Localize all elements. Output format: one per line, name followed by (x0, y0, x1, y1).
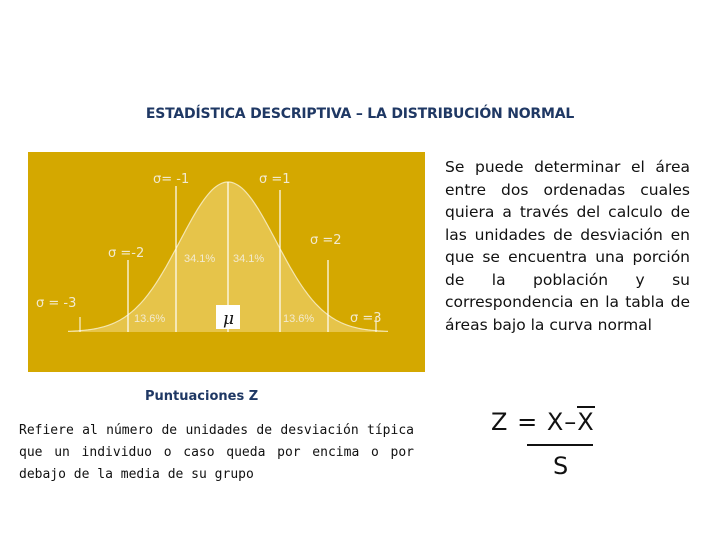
sigma-label-minus-3: σ = -3 (36, 296, 77, 311)
formula-minus: – (564, 408, 578, 436)
z-score-definition-text: Refiere al número de unidades de desviación típica que un individuo o caso queda por encima o por debajo de la media de su grupo (19, 423, 414, 482)
formula-fraction-bar (527, 444, 593, 446)
formula-equals: = (517, 408, 539, 436)
formula-denominator: S (553, 452, 569, 480)
normal-distribution-diagram (28, 152, 425, 372)
formula-z: Z (491, 408, 509, 436)
formula-numerator (491, 408, 595, 436)
formula-x-bar: X (577, 408, 595, 436)
sigma-label-plus-1: σ =1 (259, 172, 291, 187)
percent-label-right-inner: 34.1% (233, 253, 265, 265)
percent-label-left-outer: 13.6% (134, 313, 166, 325)
sigma-label-minus-1: σ= -1 (153, 172, 190, 187)
sigma-label-minus-2: σ =-2 (108, 246, 145, 261)
percent-label-right-outer: 13.6% (283, 313, 315, 325)
page-title: ESTADÍSTICA DESCRIPTIVA – LA DISTRIBUCIÓN NORMAL (145, 106, 575, 122)
percent-label-left-inner: 34.1% (184, 253, 216, 265)
sigma-label-plus-3: σ =3 (350, 311, 382, 326)
normal-curve-svg (28, 152, 425, 372)
formula-x: X (546, 408, 565, 436)
sigma-label-plus-2: σ =2 (310, 233, 342, 248)
z-score-formula (491, 408, 611, 488)
z-scores-heading: Puntuaciones Z (145, 389, 259, 404)
mu-label: μ (223, 309, 235, 329)
area-explanation-text: Se puede determinar el área entre dos ordenadas cuales quiera a través del calculo de las unidades de desviación en que se encuentra una porción de la población y su correspondencia en la tabla de áreas bajo la curva normal (445, 158, 690, 334)
